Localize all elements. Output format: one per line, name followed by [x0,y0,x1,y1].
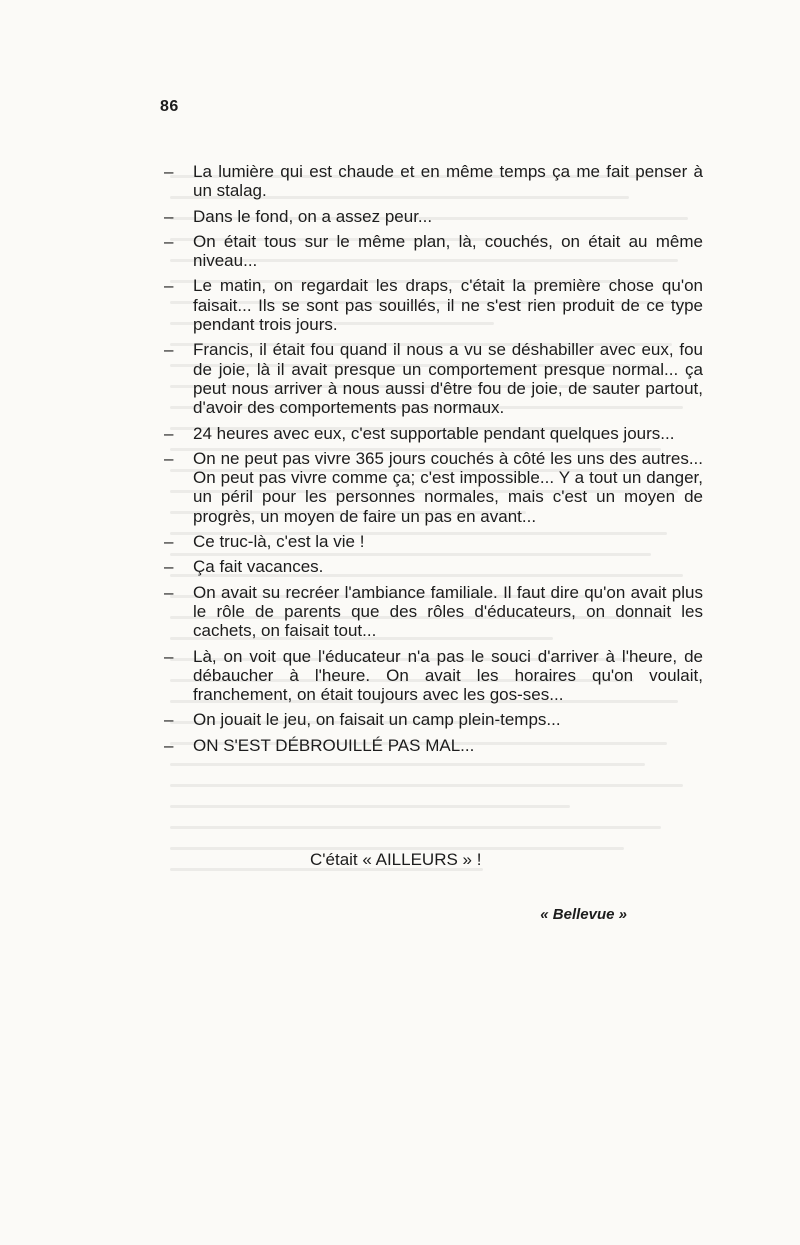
line-text: 24 heures avec eux, c'est supportable pendant quelques jours... [193,423,675,443]
line-text: On jouait le jeu, on faisait un camp plein-temps... [193,710,561,730]
line-text: Là, on voit que l'éducateur n'a pas le souci d'arriver à l'heure, de débaucher à l'heure. On avait les horaires qu'on voulait, franchement, on était toujours avec les gos-ses... [193,646,703,705]
closing-line: C'était « AILLEURS » ! [310,850,482,869]
line-dash: – [164,532,174,552]
line-dash: – [164,582,174,602]
dialogue-line [0,207,800,226]
line-text: Le matin, on regardait les draps, c'était la première chose qu'on faisait... Ils se sont pas souillés, il ne s'est rien produit de ce type pendant trois jours. [193,276,703,335]
line-dash: – [164,162,174,181]
dialogue-line [0,647,800,705]
line-text: Dans le fond, on a assez peur... [193,206,433,226]
dialogue-line [0,424,800,443]
line-text: On était tous sur le même plan, là, couchés, on était au même niveau... [193,231,703,271]
line-text: On avait su recréer l'ambiance familiale. Il faut dire qu'on avait plus le rôle de parents que des rôles d'éducateurs, on donnait les cachets, on faisait tout... [193,582,703,641]
line-text: Ce truc-là, c'est la vie ! [193,532,365,552]
dialogue-line [0,276,800,334]
dialogue-line [0,736,800,755]
line-text: On ne peut pas vivre 365 jours couchés à côté les uns des autres... On peut pas vivre comme ça; c'est impossible... Y a tout un danger, un péril pour les personnes normales, mais c'est un moyen de progrès, un moyen de faire un pas en avant... [193,448,703,526]
line-dash: – [164,735,174,755]
line-dash: – [164,206,174,226]
dialogue-line [0,162,800,201]
line-dash: – [164,710,174,730]
line-text: Francis, il était fou quand il nous a vu se déshabiller avec eux, fou de joie, là il avait presque un comportement presque normal... ça peut nous arriver à nous aussi d'être fou de joie, de sauter partout, d'avoir des comportements pas normaux. [193,340,703,418]
page-number: 86 [160,98,179,115]
line-dash: – [164,231,174,251]
dialogue-line [0,340,800,417]
line-dash: – [164,557,174,577]
dialogue-line [0,557,800,576]
line-dash: – [164,423,174,443]
dialogue-line [0,532,800,551]
dialogue-line [0,710,800,729]
dialogue-line [0,583,800,641]
signature: « Bellevue » [540,906,627,923]
dialogue-list [0,162,800,761]
dialogue-line [0,232,800,271]
line-dash: – [164,646,174,666]
line-text: La lumière qui est chaude et en même temps ça me fait penser à un stalag. [193,162,703,201]
dialogue-line [0,449,800,526]
line-text: Ça fait vacances. [193,557,324,577]
line-dash: – [164,340,174,360]
line-dash: – [164,448,174,468]
line-text: ON S'EST DÉBROUILLÉ PAS MAL... [193,735,475,755]
line-dash: – [164,276,174,296]
